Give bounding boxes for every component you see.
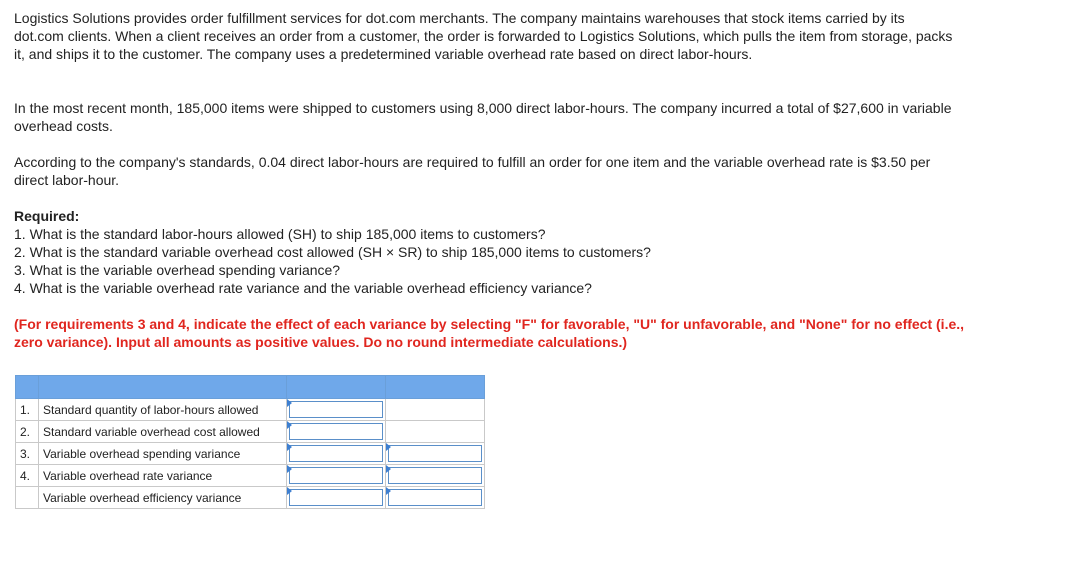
empty-cell (386, 421, 485, 443)
intro-paragraph: Logistics Solutions provides order fulfillment services for dot.com merchants. The company maintains warehouses that stock items carried by its dot.com clients. When a client receives an order from a customer, the order is forwarded to Logistics Solutions, which pulls the item from storage, packs it, and ships it to the customer. The company uses a predetermined variable overhead rate based on direct labor-hours. (14, 10, 953, 62)
row-number: 2. (16, 421, 39, 443)
table-row (16, 443, 485, 465)
row-label: Variable overhead rate variance (39, 465, 287, 487)
dropdown-marker-icon (386, 443, 391, 451)
table-row (16, 487, 485, 509)
labor-hours-allowed-input[interactable] (289, 401, 383, 418)
spending-variance-amount-input[interactable] (289, 445, 383, 462)
row-label: Variable overhead spending variance (39, 443, 287, 465)
efficiency-variance-effect-select[interactable] (388, 489, 482, 506)
input-marker-icon (287, 443, 292, 451)
efficiency-variance-amount-input[interactable] (289, 489, 383, 506)
input-marker-icon (287, 487, 292, 495)
standards-paragraph: According to the company's standards, 0.04 direct labor-hours are required to fulfill an order for one item and the variable overhead rate is $3.50 per direct labor-hour. (14, 154, 931, 188)
rate-variance-effect-select[interactable] (388, 467, 482, 484)
table-row (16, 465, 485, 487)
required-title: Required: (14, 208, 80, 224)
table-row (16, 399, 485, 421)
table-row (16, 421, 485, 443)
required-item-1: 1. What is the standard labor-hours allowed (SH) to ship 185,000 items to customers? (14, 226, 546, 242)
row-label: Standard variable overhead cost allowed (39, 421, 287, 443)
required-section (14, 207, 954, 297)
input-marker-icon (287, 421, 292, 429)
empty-cell (386, 399, 485, 421)
required-item-3: 3. What is the variable overhead spending variance? (14, 262, 341, 278)
row-number: 3. (16, 443, 39, 465)
overhead-cost-allowed-input[interactable] (289, 423, 383, 440)
table-header-row (16, 376, 485, 399)
required-item-4: 4. What is the variable overhead rate variance and the variable overhead efficiency variance? (14, 280, 592, 296)
answer-table (15, 375, 485, 509)
required-item-2: 2. What is the standard variable overhead cost allowed (SH × SR) to ship 185,000 items to customers? (14, 244, 651, 260)
row-label: Variable overhead efficiency variance (39, 487, 287, 509)
month-data-paragraph: In the most recent month, 185,000 items were shipped to customers using 8,000 direct labor-hours. The company incurred a total of $27,600 in variable overhead costs. (14, 100, 952, 134)
row-number: 1. (16, 399, 39, 421)
row-number (16, 487, 39, 509)
dropdown-marker-icon (386, 487, 391, 495)
input-marker-icon (287, 399, 292, 407)
input-marker-icon (287, 465, 292, 473)
row-label: Standard quantity of labor-hours allowed (39, 399, 287, 421)
instruction-note: (For requirements 3 and 4, indicate the effect of each variance by selecting "F" for favorable, "U" for unfavorable, and "None" for no effect (i.e., zero variance). Input all amounts as positive values. Do no round intermediate calculations.) (14, 316, 965, 350)
dropdown-marker-icon (386, 465, 391, 473)
row-number: 4. (16, 465, 39, 487)
spending-variance-effect-select[interactable] (388, 445, 482, 462)
rate-variance-amount-input[interactable] (289, 467, 383, 484)
